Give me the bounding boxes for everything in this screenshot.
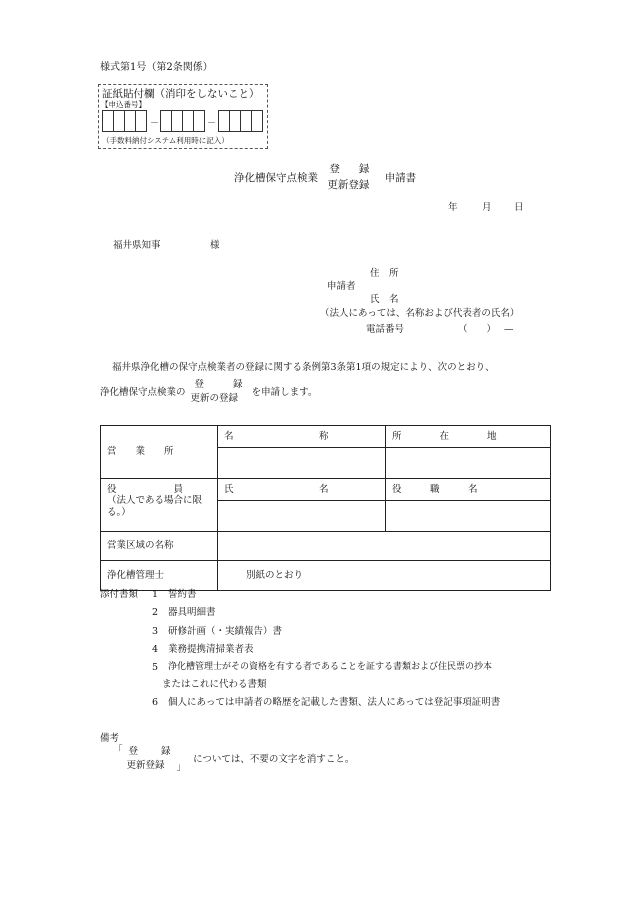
remarks-open-bracket: 「 [113, 745, 123, 756]
body-suffix: を申請します。 [251, 386, 318, 398]
title-prefix: 浄化槽保守点検業 [234, 171, 318, 184]
addressee-honorific: 様 [210, 240, 220, 251]
office-location-header-text: 所 在 地 [392, 430, 497, 442]
attachment-num: 6 [152, 697, 159, 708]
number-separator: － [150, 119, 160, 129]
form-number: 様式第1号（第2条関係） [100, 62, 213, 73]
body-line-2 [100, 378, 317, 407]
office-location-field[interactable] [386, 448, 551, 479]
title-options [327, 162, 371, 194]
office-name-header-text: 名 称 [224, 430, 329, 442]
attachment-item: 研修計画（・実績報告）書 [168, 626, 283, 637]
title-option-registration [327, 162, 371, 178]
remarks-options [127, 745, 173, 774]
date-year: 年 [448, 202, 458, 213]
officer-position-header [386, 479, 551, 501]
manager-field [218, 561, 551, 591]
application-number-label: 【申込番号】 [101, 100, 146, 109]
date-month: 月 [482, 202, 492, 213]
attachment-num: 5 [152, 662, 159, 673]
body-option-renewal: 更新の登録 [190, 393, 239, 405]
remarks-option-char: 録 [161, 746, 171, 757]
office-location-header [386, 426, 551, 448]
applicant-address-label: 住 所 [370, 268, 399, 279]
officer-label: 役 員 [107, 484, 184, 495]
attachment-item: 浄化槽管理士がその資格を有する者であることを証する書類および住民票の抄本 [168, 662, 493, 672]
manager-value: 別紙のとおり [246, 569, 304, 581]
stamp-box-title: 証紙貼付欄（消印をしないこと） [102, 88, 260, 100]
office-name-field[interactable] [218, 448, 386, 479]
attachment-num: 4 [152, 644, 159, 655]
attachment-item: 個人にあっては申請者の略歴を記載した書類、法人にあっては登記事項証明書 [168, 697, 501, 708]
attachment-num: 3 [152, 626, 159, 637]
stamp-box-note: （手数料納付システム利用時に記入） [102, 136, 229, 145]
manager-label-cell [101, 561, 218, 591]
officer-sublabel: （法人である場合に限る。） [107, 495, 203, 518]
digit-box[interactable] [251, 110, 263, 132]
officer-label-cell [101, 479, 218, 532]
remarks-option-char: 登 [128, 746, 139, 757]
phone-area-code: （ ） [458, 324, 497, 335]
title-option-char: 録 [358, 163, 370, 175]
manager-label: 浄化槽管理士 [107, 569, 165, 581]
digit-box[interactable] [135, 110, 147, 132]
officer-name-header-text: 氏 名 [224, 483, 329, 495]
attachment-item: 器具明細書 [168, 607, 216, 618]
body-option-registration [191, 378, 247, 392]
registration-table [100, 425, 551, 591]
office-label-cell [101, 426, 218, 479]
remarks-line [113, 745, 354, 774]
attachments-label: 添付書類 [100, 589, 139, 600]
remarks-close-bracket: 」 [176, 762, 187, 774]
phone-label: 電話番号 [366, 324, 405, 335]
digit-box[interactable] [193, 110, 205, 132]
remarks-option-renewal: 更新登録 [126, 760, 165, 772]
application-number-group-2[interactable] [160, 110, 204, 132]
remarks-option-registration [127, 745, 173, 759]
corporation-note: （法人にあっては、名称および代表者の氏名） [320, 308, 520, 319]
area-field[interactable] [218, 532, 551, 561]
attachment-item: 誓約書 [168, 589, 197, 600]
officer-position-header-text: 役 職 名 [392, 483, 478, 495]
attachment-item-continued: またはこれに代わる書類 [162, 679, 267, 690]
title-suffix: 申請書 [384, 171, 417, 184]
officer-name-header [218, 479, 386, 501]
date-day: 日 [514, 202, 524, 213]
remarks-text: については、不要の文字を消すこと。 [193, 753, 355, 765]
officer-name-field[interactable] [218, 501, 386, 532]
application-number-group-3[interactable] [218, 110, 262, 132]
attachment-num: 2 [152, 607, 159, 618]
remarks-label: 備考 [100, 733, 120, 744]
applicant-label: 申請者 [327, 281, 356, 292]
attachment-item: 業務提携清掃業者表 [168, 644, 254, 655]
addressee: 福井県知事 [113, 240, 161, 251]
body-option-char: 録 [233, 379, 243, 390]
applicant-name-label: 氏 名 [370, 294, 399, 305]
body-options [191, 378, 247, 407]
officer-position-field[interactable] [386, 501, 551, 532]
attachment-num: 1 [152, 589, 159, 600]
document-title [234, 162, 416, 194]
title-option-renewal: 更新登録 [327, 178, 370, 191]
body-line-1: 福井県浄化槽の保守点検業者の登録に関する条例第3条第1項の規定により、次のとおり、 [112, 362, 495, 373]
office-name-header [218, 426, 386, 448]
body-option-char: 登 [194, 379, 205, 390]
number-separator: － [207, 119, 217, 129]
body-prefix: 浄化槽保守点検業の [100, 386, 186, 398]
phone-dash: — [504, 324, 514, 335]
area-label-cell [101, 532, 218, 561]
office-label: 営 業 所 [107, 446, 174, 458]
application-number-group-1[interactable] [102, 110, 146, 132]
title-option-char: 登 [329, 163, 340, 175]
area-label: 営業区域の名称 [107, 540, 174, 552]
